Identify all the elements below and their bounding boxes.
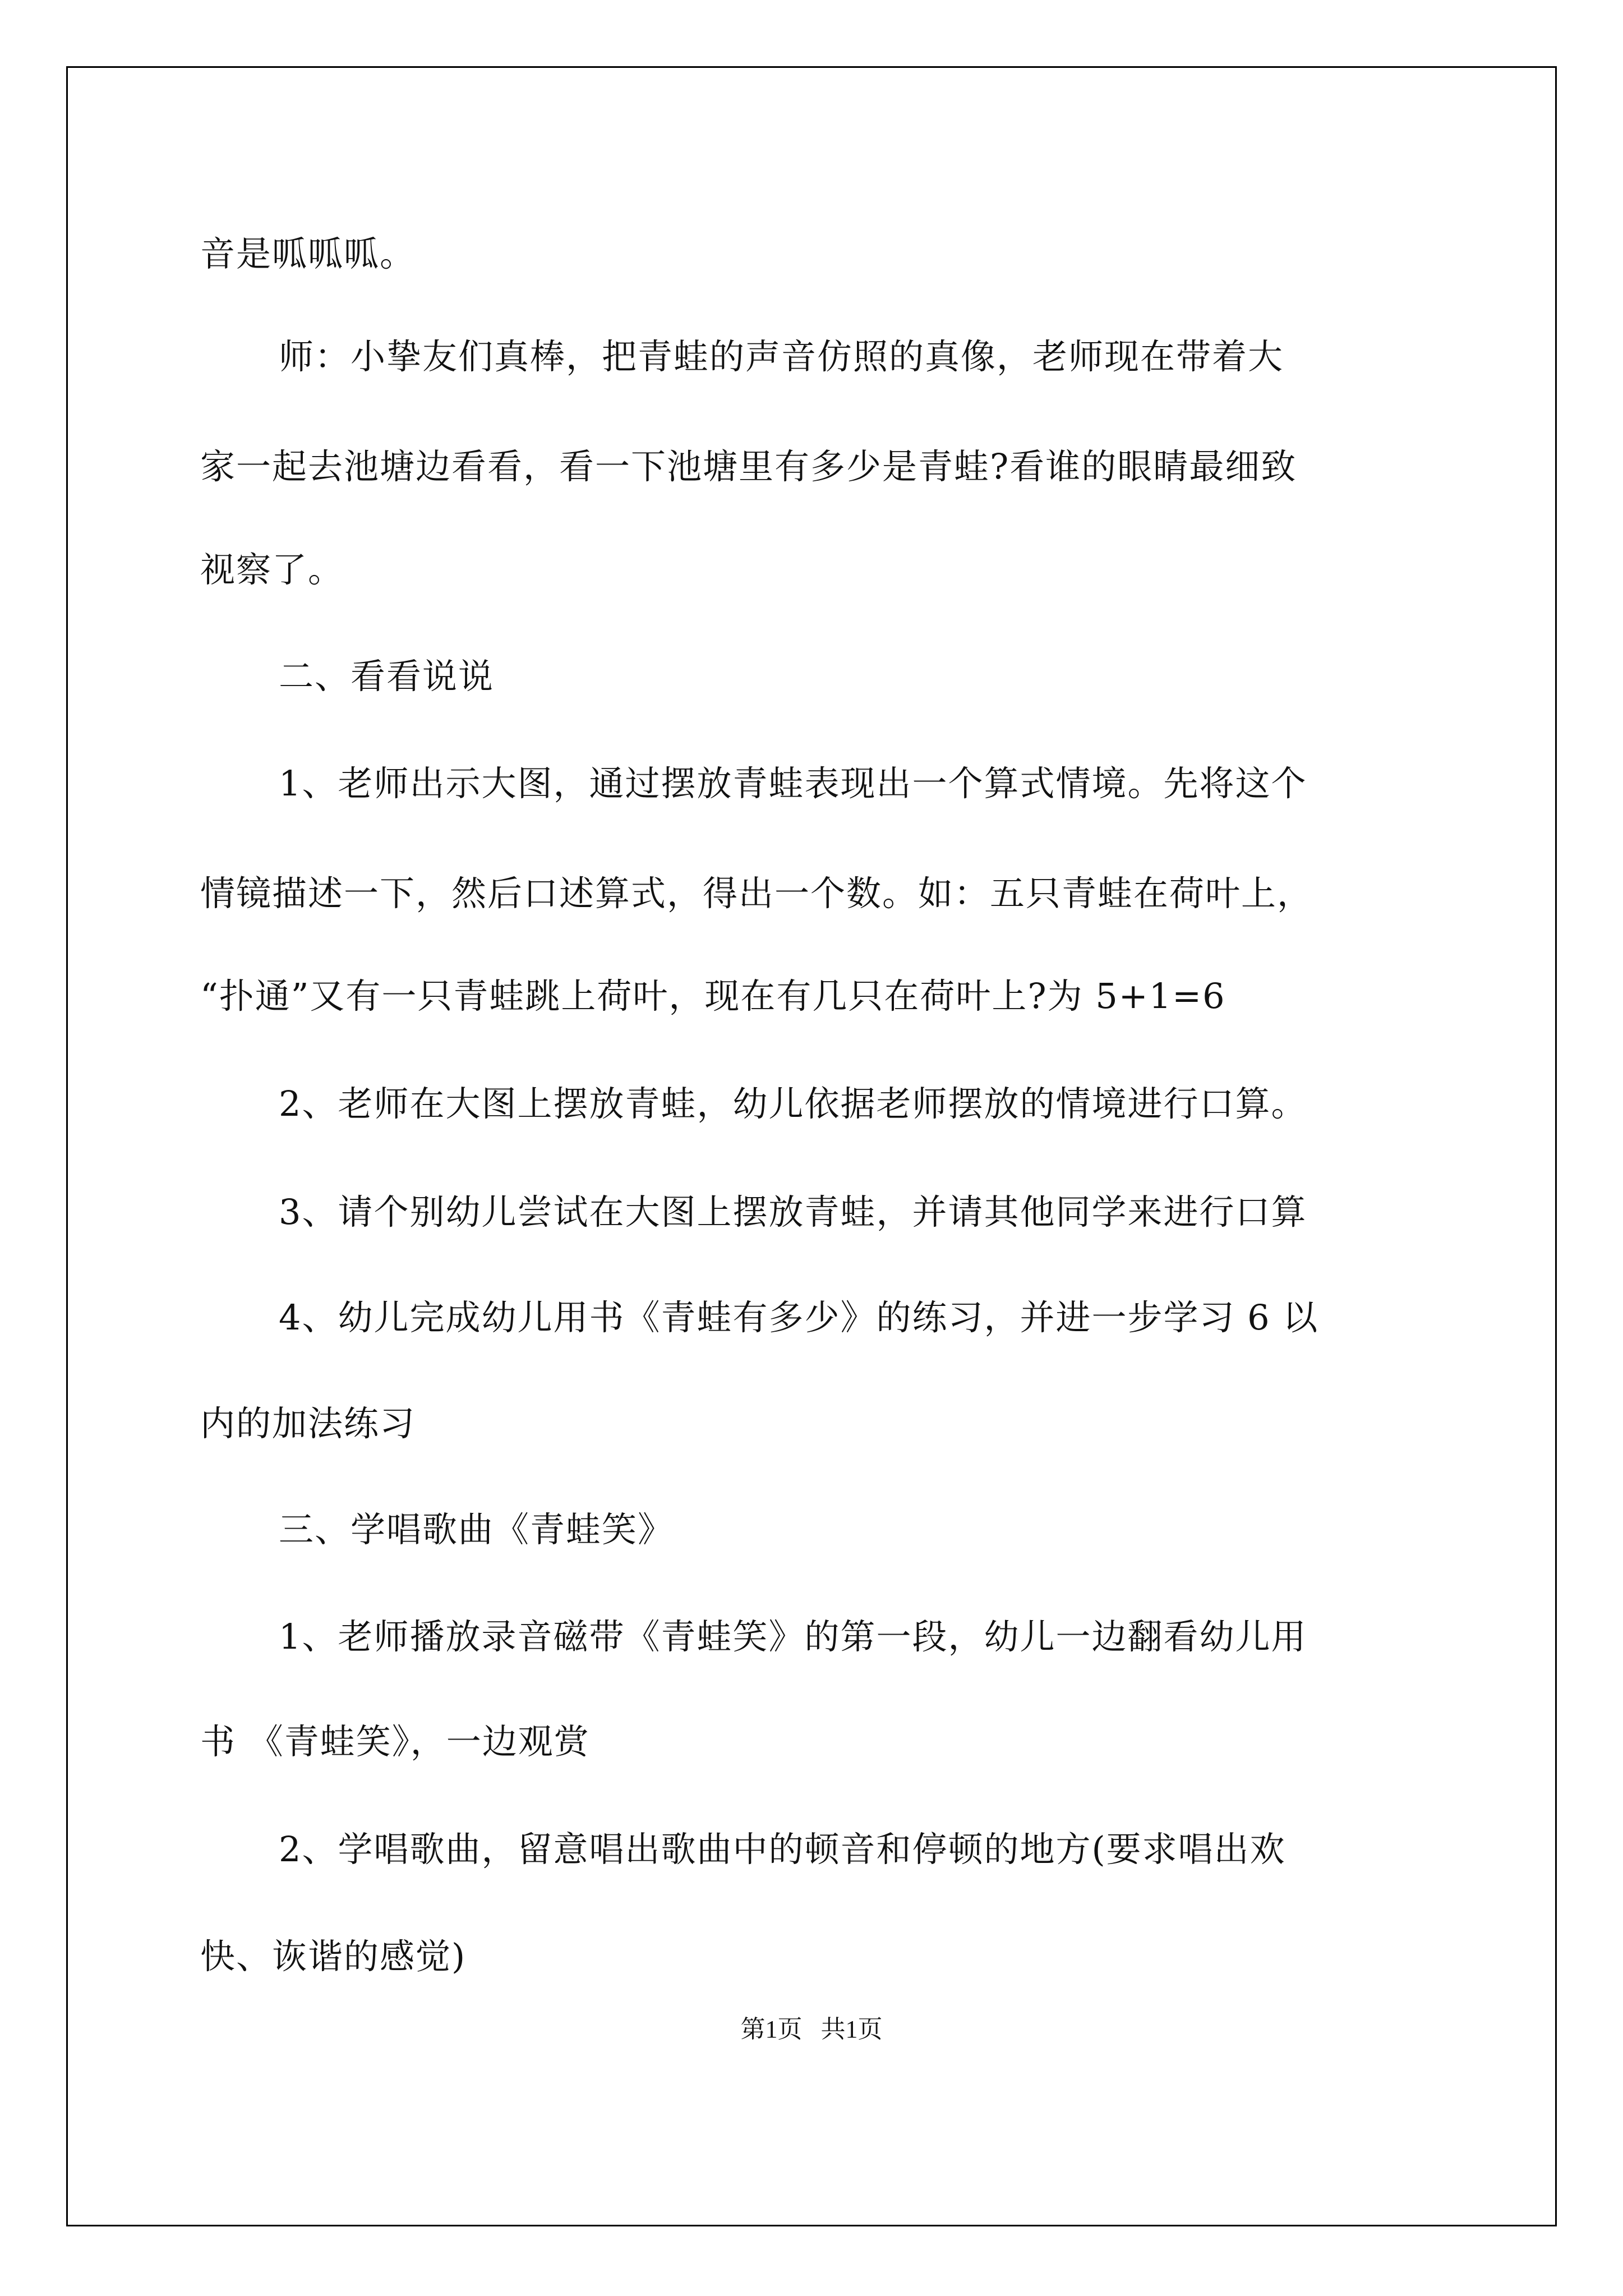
text-line: 2、老师在大图上摆放青蛙，幼儿依据老师摆放的情境进行口算。 (279, 1083, 1307, 1124)
text-line: 师：小挚友们真棒，把青蛙的声音仿照的真像，老师现在带着大 (279, 336, 1284, 377)
text-line: 1、老师出示大图，通过摆放青蛙表现出一个算式情境。先将这个 (279, 763, 1307, 804)
text-line: “扑通”又有一只青蛙跳上荷叶，现在有几只在荷叶上?为 5+1=6 (200, 976, 1226, 1016)
text-line: 音是呱呱呱。 (200, 233, 416, 274)
page-border (66, 66, 1557, 2226)
section-heading: 三、学唱歌曲《青蛙笑》 (279, 1509, 674, 1550)
text-line: 快、诙谐的感觉) (200, 1936, 467, 1977)
text-line: 1、老师播放录音磁带《青蛙笑》的第一段，幼儿一边翻看幼儿用 (279, 1616, 1307, 1657)
text-line: 家一起去池塘边看看，看一下池塘里有多少是青蛙?看谁的眼睛最细致 (200, 446, 1297, 487)
text-line: 2、学唱歌曲，留意唱出歌曲中的顿音和停顿的地方(要求唱出欢 (279, 1829, 1286, 1870)
text-line: 视察了。 (200, 549, 344, 590)
text-line: 书 《青蛙笑》，一边观赏 (200, 1721, 590, 1762)
section-heading: 二、看看说说 (279, 656, 495, 697)
text-line: 4、幼儿完成幼儿用书《青蛙有多少》的练习，并进一步学习 6 以 (279, 1297, 1319, 1338)
text-line: 情镜描述一下，然后口述算式，得出一个数。如：五只青蛙在荷叶上， (200, 873, 1313, 914)
page-footer: 第1页 共1页 (740, 2016, 883, 2043)
text-line: 3、请个别幼儿尝试在大图上摆放青蛙，并请其他同学来进行口算 (279, 1191, 1307, 1232)
text-line: 内的加法练习 (200, 1403, 416, 1444)
